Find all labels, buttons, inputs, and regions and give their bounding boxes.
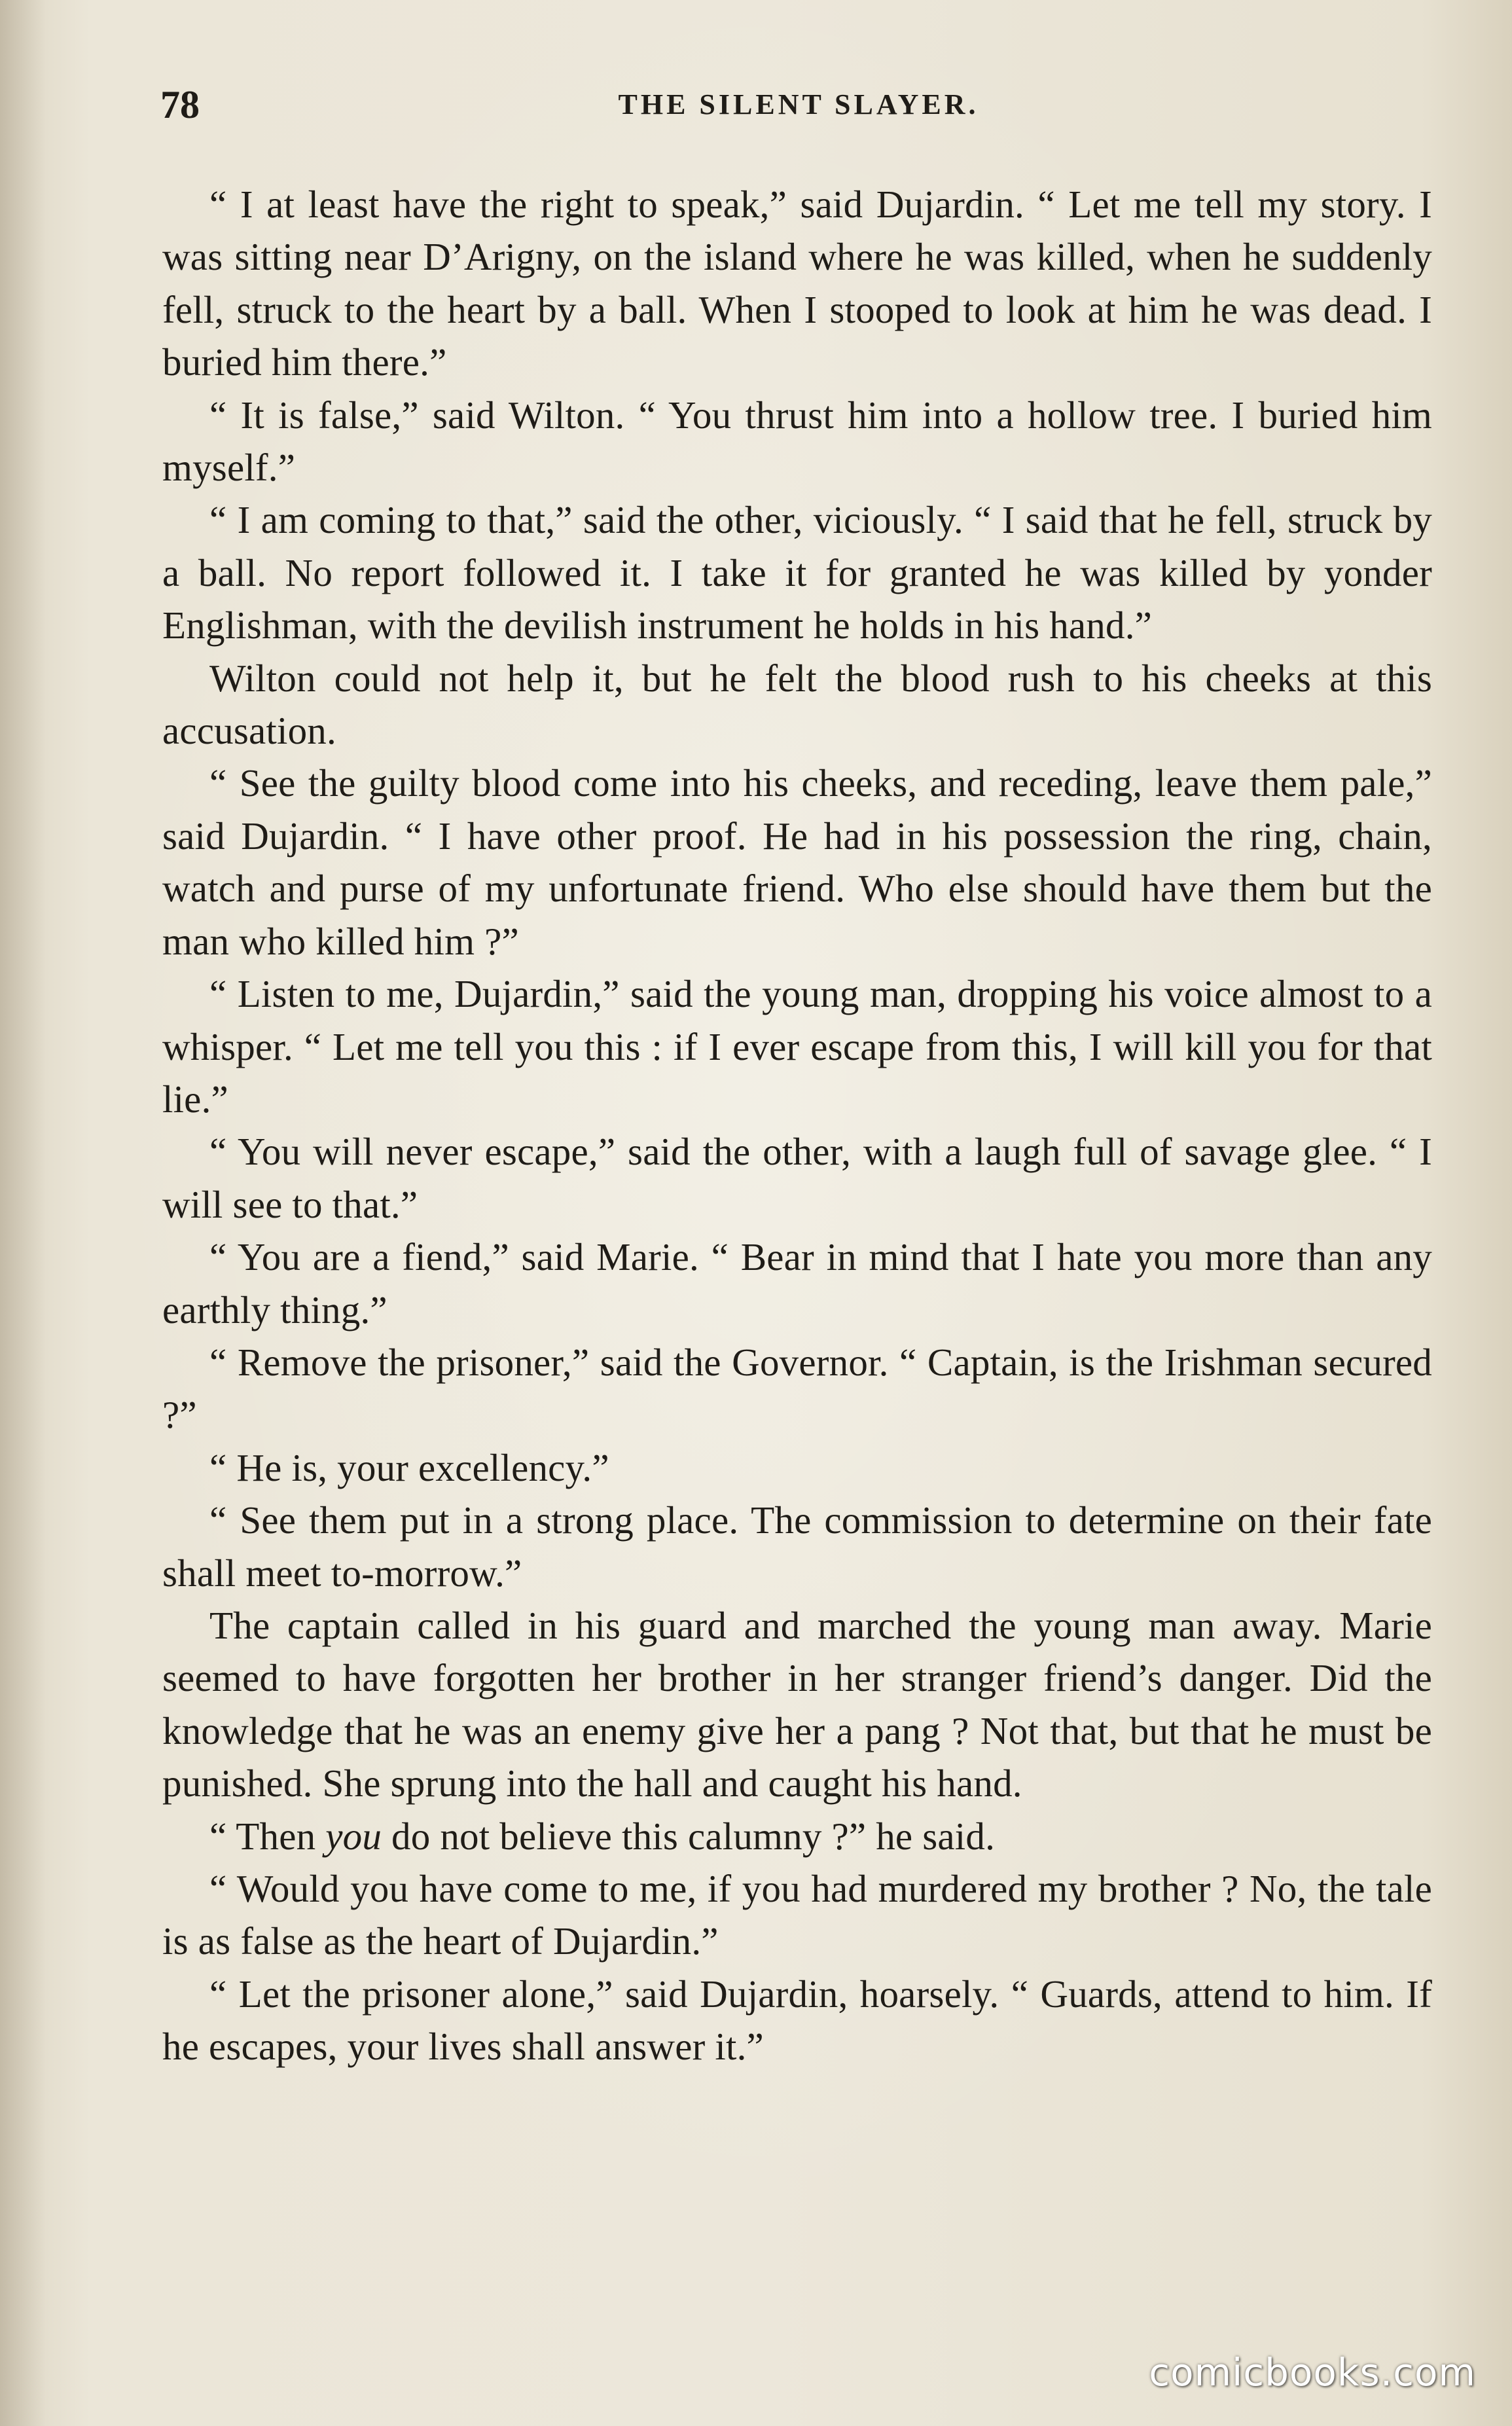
running-title: THE SILENT SLAYER. — [618, 88, 979, 120]
emphasized-word: you — [325, 1814, 382, 1858]
paragraph: Wilton could not help it, but he felt the blood rush to his cheeks at this accusation. — [162, 656, 1432, 753]
paragraph — [162, 1810, 1432, 1862]
paragraph: “ Listen to me, Dujardin,” said the young man, dropping his voice almost to a whisper. “ Let me tell you this : if I ever escape from this, I will kill you for that lie.” — [162, 972, 1432, 1121]
paragraph: “ Would you have come to me, if you had murdered my brother ? No, the tale is as false as the heart of Dujardin.” — [162, 1867, 1432, 1963]
paragraph: “ It is false,” said Wilton. “ You thrust him into a hollow tree. I buried him myself.” — [162, 393, 1432, 490]
paragraph: “ Let the prisoner alone,” said Dujardin, hoarsely. “ Guards, attend to him. If he escapes, your lives shall answer it.” — [162, 1972, 1432, 2069]
paragraph: “ You are a fiend,” said Marie. “ Bear in mind that I hate you more than any earthly thing.” — [162, 1235, 1432, 1331]
paragraph-text: do not believe this calumny ?” he said. — [382, 1814, 996, 1858]
paragraph: “ He is, your excellency.” — [209, 1445, 609, 1489]
paragraph: “ Remove the prisoner,” said the Governor. “ Captain, is the Irishman secured ?” — [162, 1340, 1432, 1437]
paragraph: “ I at least have the right to speak,” said Dujardin. “ Let me tell my story. I was sitting near D’Arigny, on the island where he was killed, when he suddenly fell, struck to the heart by a ball. When I stooped to look at him he was dead. I buried him there.” — [162, 183, 1432, 384]
paragraph: “ See the guilty blood come into his cheeks, and receding, leave them pale,” said Dujardin. “ I have other proof. He had in his possession the ring, chain, watch and purse of my unfortunate friend. Who else should have them but the man who killed him ?” — [162, 761, 1432, 963]
paragraph: The captain called in his guard and marched the young man away. Marie seemed to have forgotten her brother in her stranger friend’s danger. Did the knowledge that he was an enemy give her a pang ? Not that, but that he must be punished. She sprung into the hall and caught his hand. — [162, 1603, 1432, 1805]
running-head — [160, 79, 1437, 131]
paragraph: “ See them put in a strong place. The commission to determine on their fate shall meet to-morrow.” — [162, 1498, 1432, 1595]
body-text — [162, 178, 1432, 2073]
spine-shadow — [0, 0, 46, 2426]
page-number: 78 — [160, 83, 200, 126]
paragraph: “ I am coming to that,” said the other, viciously. “ I said that he fell, struck by a ball. No report followed it. I take it for granted he was killed by yonder Englishman, with the devilish instrument he holds in his hand.” — [162, 498, 1432, 647]
paragraph-text: “ Then — [209, 1814, 326, 1858]
paragraph: “ You will never escape,” said the other, with a laugh full of savage glee. “ I will see to that.” — [162, 1130, 1432, 1226]
watermark: comicbooks.com — [1149, 2350, 1476, 2395]
